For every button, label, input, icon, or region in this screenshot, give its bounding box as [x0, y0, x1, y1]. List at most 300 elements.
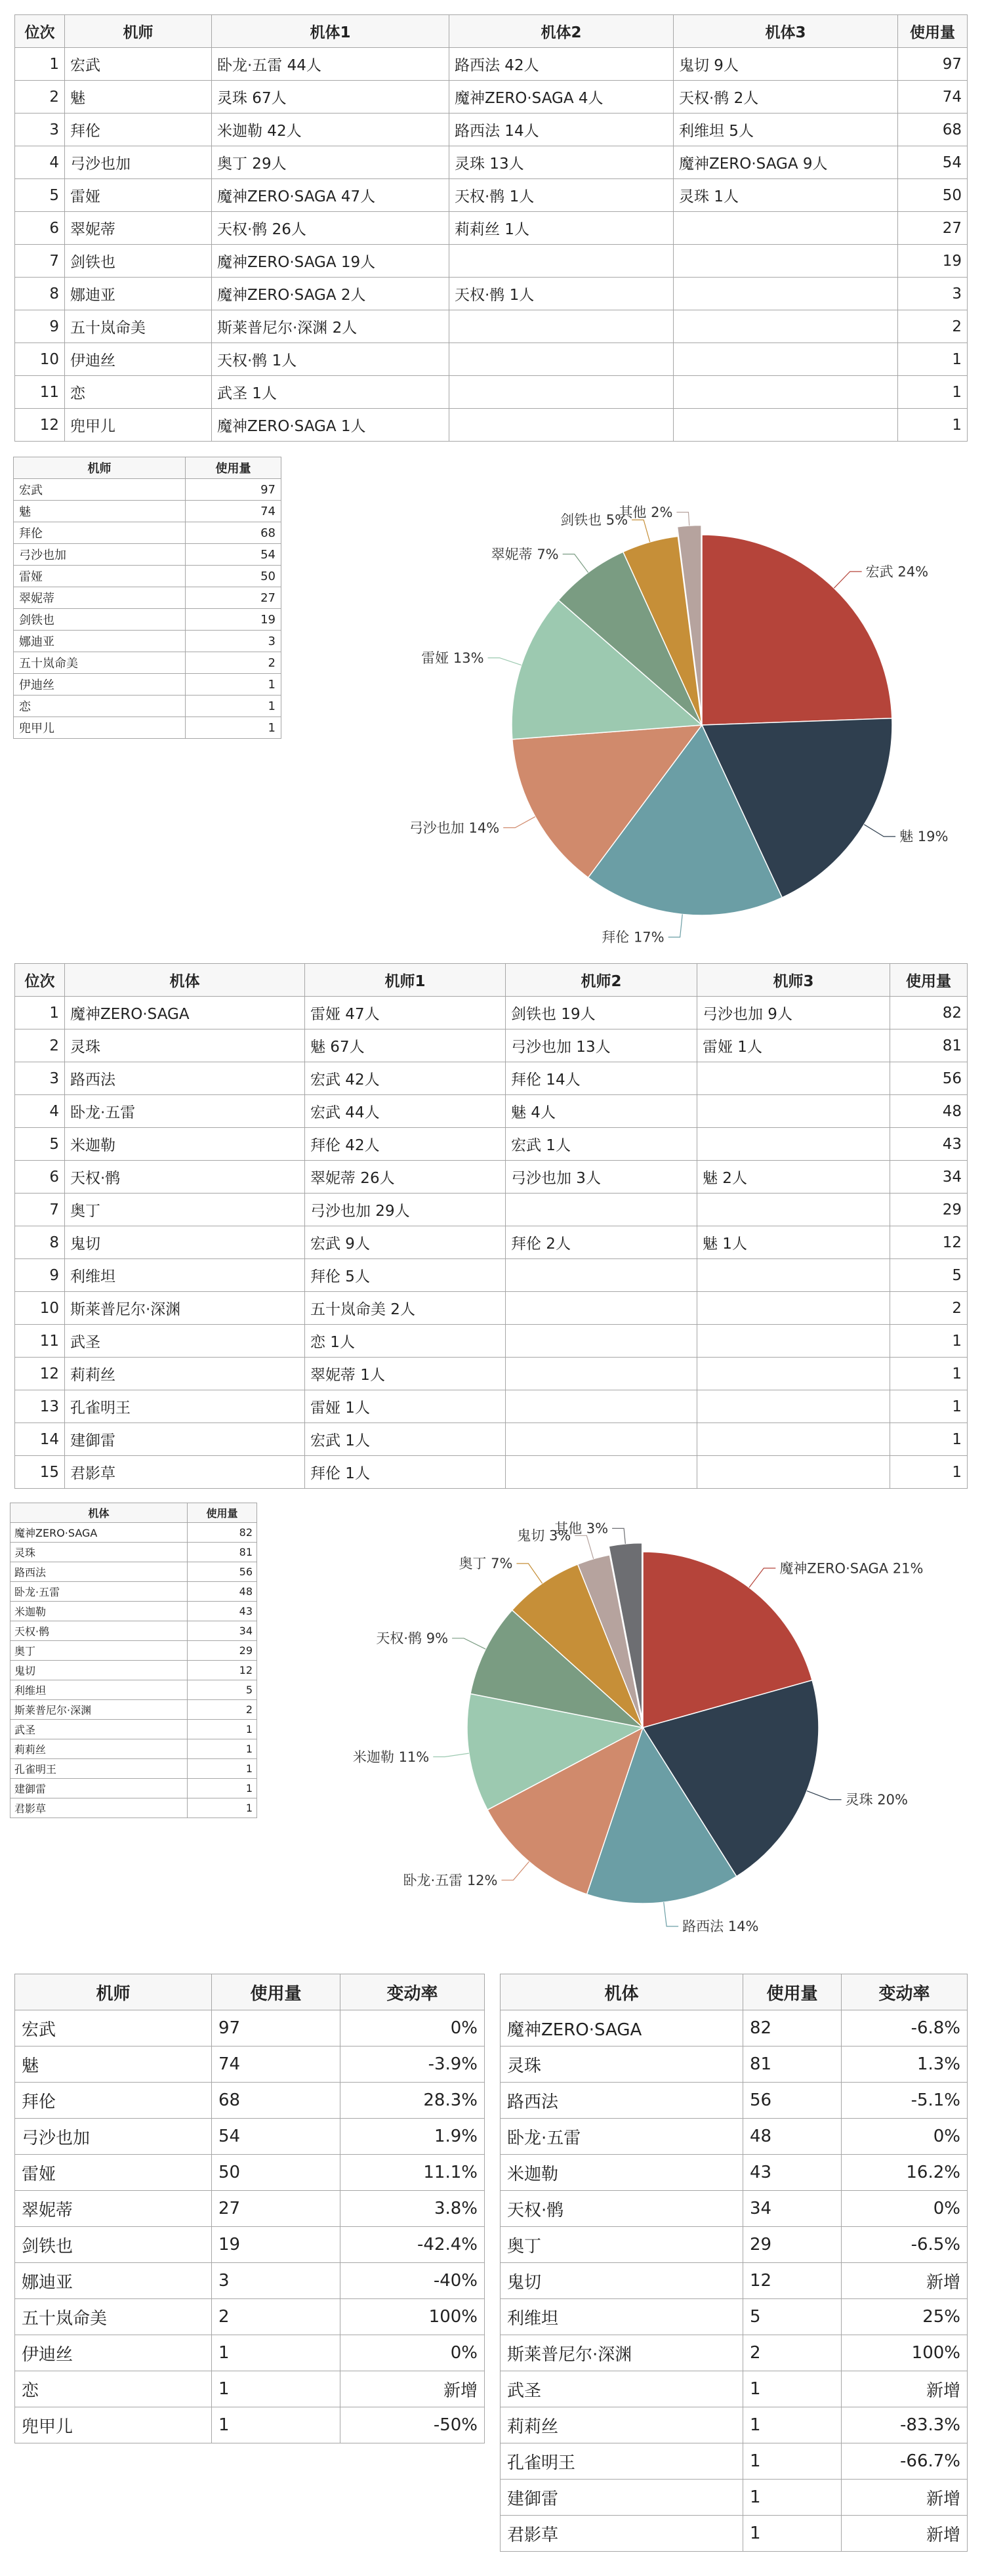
pie-leader-line — [834, 571, 861, 588]
mecha-usage-table — [14, 963, 968, 1489]
table-cell: 0% — [842, 2191, 968, 2227]
table-row — [14, 566, 281, 587]
table-cell: 兜甲儿 — [65, 409, 212, 442]
table-cell: 雷娅 — [15, 2155, 212, 2191]
table-cell: 雷娅 1人 — [305, 1390, 506, 1423]
table-cell: 路西法 — [65, 1062, 305, 1095]
table-row — [14, 631, 281, 652]
table-cell: 魅 2人 — [697, 1161, 890, 1194]
table-row — [501, 2407, 968, 2443]
table-row — [15, 1194, 968, 1226]
table-cell: 1 — [188, 1779, 257, 1798]
column-header: 变动率 — [842, 1974, 968, 2010]
table-cell: 魔神ZERO·SAGA 47人 — [212, 179, 449, 212]
table-cell: 97 — [186, 479, 281, 501]
table-cell: 剑铁也 — [14, 609, 186, 631]
table-cell: -6.5% — [842, 2227, 968, 2263]
pie-leader-line — [433, 1753, 469, 1756]
pie-slice-label: 米迦勒 11% — [352, 1749, 430, 1765]
table-cell: -83.3% — [842, 2407, 968, 2443]
table-cell: 1 — [743, 2480, 842, 2516]
table-cell: 43 — [890, 1128, 968, 1161]
table-cell: 弓沙也加 9人 — [697, 997, 890, 1029]
table-cell: 剑铁也 — [65, 245, 212, 278]
table-cell: 3 — [898, 278, 968, 310]
table-cell: 斯莱普尼尔·深渊 2人 — [212, 310, 449, 343]
pie-slice-label: 其他 2% — [619, 505, 673, 521]
column-header: 机体1 — [212, 15, 449, 48]
table-cell: 19 — [212, 2227, 340, 2263]
table-cell: 97 — [898, 48, 968, 81]
table-row — [15, 2010, 485, 2046]
table-cell: 雷娅 — [65, 179, 212, 212]
table-cell: 27 — [898, 212, 968, 245]
table-cell: -5.1% — [842, 2083, 968, 2119]
table-cell: 81 — [743, 2046, 842, 2083]
table-cell: 2 — [890, 1292, 968, 1325]
table-cell — [674, 343, 898, 376]
table-row — [10, 1582, 257, 1602]
pie-slice-label: 卧龙·五雷 12% — [403, 1872, 498, 1888]
table-cell: 1 — [890, 1423, 968, 1456]
table-cell: -40% — [340, 2263, 485, 2299]
table-cell: 剑铁也 — [15, 2227, 212, 2263]
column-header: 机体3 — [674, 15, 898, 48]
table-cell: 五十岚命美 — [14, 652, 186, 674]
table-cell: 娜迪亚 — [15, 2263, 212, 2299]
table-cell: 15 — [15, 1456, 65, 1489]
table-cell: 7 — [15, 1194, 65, 1226]
table-cell: 天权·鹘 — [10, 1621, 188, 1641]
table-row — [10, 1543, 257, 1562]
table-cell: 50 — [212, 2155, 340, 2191]
pie-leader-line — [676, 512, 689, 526]
pie-slice-label: 弓沙也加 14% — [409, 820, 500, 836]
pie-leader-line — [575, 1535, 593, 1559]
table-cell: 宏武 44人 — [305, 1095, 506, 1128]
pilot-change-rate-table — [14, 1974, 485, 2443]
table-cell: 宏武 1人 — [305, 1423, 506, 1456]
table-cell: 4 — [15, 146, 65, 179]
table-row — [15, 1029, 968, 1062]
table-cell — [506, 1292, 697, 1325]
table-row — [10, 1562, 257, 1582]
table-cell: 43 — [188, 1602, 257, 1621]
column-header: 机师 — [15, 1974, 212, 2010]
table-cell: 11 — [15, 1325, 65, 1358]
table-cell: 武圣 1人 — [212, 376, 449, 409]
table-cell: 翠妮蒂 1人 — [305, 1358, 506, 1390]
table-row — [14, 717, 281, 739]
table-row — [14, 652, 281, 674]
table-cell: 鬼切 9人 — [674, 48, 898, 81]
table-cell — [674, 245, 898, 278]
table-cell: 1 — [890, 1358, 968, 1390]
table-cell — [697, 1259, 890, 1292]
table-cell: 1 — [890, 1390, 968, 1423]
table-cell: 3 — [186, 631, 281, 652]
table-cell: 10 — [15, 343, 65, 376]
table-row — [15, 2191, 485, 2227]
table-cell: 2 — [188, 1700, 257, 1720]
table-cell: 鬼切 — [501, 2263, 743, 2299]
table-cell: 1 — [15, 48, 65, 81]
table-cell: 弓沙也加 13人 — [506, 1029, 697, 1062]
table-cell: 新增 — [842, 2480, 968, 2516]
table-cell: 29 — [188, 1641, 257, 1661]
table-row — [15, 2227, 485, 2263]
table-row — [15, 1390, 968, 1423]
table-row — [15, 376, 968, 409]
table-cell — [697, 1456, 890, 1489]
pie-slice-label: 剑铁也 5% — [560, 512, 628, 528]
table-cell: 25% — [842, 2299, 968, 2335]
table-cell: 奥丁 — [10, 1641, 188, 1661]
mecha-usage-pie-chart — [341, 1520, 984, 1936]
table-cell: 9 — [15, 1259, 65, 1292]
table-cell: 10 — [15, 1292, 65, 1325]
table-cell: 雷娅 1人 — [697, 1029, 890, 1062]
table-cell: 君影草 — [10, 1798, 188, 1818]
table-cell: 宏武 1人 — [506, 1128, 697, 1161]
table-row — [14, 587, 281, 609]
table-row — [15, 1128, 968, 1161]
mecha-summary-table — [10, 1503, 257, 1818]
table-cell — [506, 1358, 697, 1390]
table-cell: 莉莉丝 1人 — [449, 212, 674, 245]
pie-slice-label: 鬼切 3% — [517, 1527, 571, 1544]
table-cell: 天权·鹘 1人 — [449, 278, 674, 310]
table-row — [15, 1423, 968, 1456]
table-cell: 魔神ZERO·SAGA — [10, 1523, 188, 1543]
table-row — [14, 544, 281, 566]
table-cell: 建御雷 — [65, 1423, 305, 1456]
table-cell: 48 — [890, 1095, 968, 1128]
table-row — [15, 278, 968, 310]
table-cell — [449, 343, 674, 376]
table-cell: 米迦勒 — [65, 1128, 305, 1161]
table-cell: 奥丁 — [501, 2227, 743, 2263]
table-row — [15, 2335, 485, 2371]
pie-leader-line — [452, 1638, 485, 1650]
table-cell — [449, 376, 674, 409]
table-cell: 路西法 42人 — [449, 48, 674, 81]
table-row — [15, 2371, 485, 2407]
table-cell: 82 — [188, 1523, 257, 1543]
table-cell: 1 — [743, 2371, 842, 2407]
pie-slice-label: 魅 19% — [899, 829, 949, 845]
pie-slice-label: 其他 3% — [554, 1520, 609, 1537]
table-row — [15, 2299, 485, 2335]
column-header: 机体 — [501, 1974, 743, 2010]
table-row — [10, 1523, 257, 1543]
table-cell: 灵珠 67人 — [212, 81, 449, 114]
table-cell: 5 — [743, 2299, 842, 2335]
table-row — [10, 1779, 257, 1798]
table-cell: 天权·鹘 — [65, 1161, 305, 1194]
table-row — [15, 212, 968, 245]
column-header: 位次 — [15, 964, 65, 997]
table-cell: 莉莉丝 — [501, 2407, 743, 2443]
table-cell: 武圣 — [501, 2371, 743, 2407]
table-row — [14, 609, 281, 631]
table-cell: 12 — [188, 1661, 257, 1680]
table-cell: 97 — [212, 2010, 340, 2046]
table-cell: 卧龙·五雷 — [10, 1582, 188, 1602]
table-cell: 3.8% — [340, 2191, 485, 2227]
table-row — [10, 1680, 257, 1700]
table-cell: 路西法 — [10, 1562, 188, 1582]
table-cell: 恋 1人 — [305, 1325, 506, 1358]
table-cell: 43 — [743, 2155, 842, 2191]
table-cell: 弓沙也加 3人 — [506, 1161, 697, 1194]
table-cell: 82 — [743, 2010, 842, 2046]
table-cell: 宏武 — [65, 48, 212, 81]
table-cell: 27 — [186, 587, 281, 609]
table-row — [15, 245, 968, 278]
table-cell — [506, 1259, 697, 1292]
table-cell: 奥丁 29人 — [212, 146, 449, 179]
table-cell: 3 — [212, 2263, 340, 2299]
table-cell: 82 — [890, 997, 968, 1029]
table-cell: 斯莱普尼尔·深渊 — [10, 1700, 188, 1720]
table-cell: 翠妮蒂 — [14, 587, 186, 609]
table-cell — [697, 1292, 890, 1325]
pie-leader-line — [749, 1568, 775, 1587]
table-cell: 拜伦 — [14, 522, 186, 544]
table-cell: 1 — [15, 997, 65, 1029]
table-row — [15, 1062, 968, 1095]
table-cell: 12 — [15, 1358, 65, 1390]
pie-leader-line — [668, 914, 683, 937]
table-cell — [506, 1456, 697, 1489]
table-cell: 1 — [188, 1739, 257, 1759]
table-cell: 1 — [186, 717, 281, 739]
pie-leader-line — [632, 520, 650, 542]
table-cell: 魅 1人 — [697, 1226, 890, 1259]
table-cell: 56 — [188, 1562, 257, 1582]
table-row — [14, 501, 281, 522]
table-cell: 娜迪亚 — [65, 278, 212, 310]
table-cell — [697, 1390, 890, 1423]
table-cell: 16.2% — [842, 2155, 968, 2191]
table-row — [15, 114, 968, 146]
table-cell: 天权·鹘 26人 — [212, 212, 449, 245]
table-cell: 8 — [15, 1226, 65, 1259]
table-cell — [674, 278, 898, 310]
table-cell: 1 — [186, 696, 281, 717]
table-row — [10, 1700, 257, 1720]
table-cell: 19 — [898, 245, 968, 278]
table-cell: 路西法 — [501, 2083, 743, 2119]
table-cell: 建御雷 — [10, 1779, 188, 1798]
table-cell: 雷娅 47人 — [305, 997, 506, 1029]
table-cell: 14 — [15, 1423, 65, 1456]
pie-leader-line — [503, 817, 535, 828]
table-cell: 1 — [212, 2335, 340, 2371]
table-cell: 74 — [186, 501, 281, 522]
column-header: 机师 — [14, 457, 186, 479]
table-row — [15, 2155, 485, 2191]
table-cell: 米迦勒 42人 — [212, 114, 449, 146]
table-row — [10, 1720, 257, 1739]
table-cell: 伊迪丝 — [15, 2335, 212, 2371]
table-cell: 29 — [890, 1194, 968, 1226]
table-row — [501, 2443, 968, 2480]
table-row — [15, 2407, 485, 2443]
table-cell — [449, 245, 674, 278]
table-cell — [674, 376, 898, 409]
pie-leader-line — [807, 1791, 842, 1799]
table-row — [501, 2155, 968, 2191]
table-row — [15, 146, 968, 179]
table-cell: 2 — [15, 81, 65, 114]
table-cell — [506, 1194, 697, 1226]
table-cell: 弓沙也加 — [15, 2119, 212, 2155]
pie-leader-line — [502, 1861, 529, 1880]
table-cell: 新增 — [842, 2516, 968, 2552]
table-cell: 孔雀明王 — [65, 1390, 305, 1423]
table-cell: 宏武 — [14, 479, 186, 501]
column-header: 变动率 — [340, 1974, 485, 2010]
column-header: 使用量 — [212, 1974, 340, 2010]
table-row — [15, 1095, 968, 1128]
table-row — [15, 2263, 485, 2299]
table-cell: 1 — [212, 2407, 340, 2443]
table-cell: 新增 — [842, 2371, 968, 2407]
table-cell: 天权·鹘 1人 — [449, 179, 674, 212]
table-row — [10, 1759, 257, 1779]
table-row — [501, 2335, 968, 2371]
table-cell: 48 — [743, 2119, 842, 2155]
table-cell: 50 — [186, 566, 281, 587]
table-row — [15, 1259, 968, 1292]
table-cell: 81 — [188, 1543, 257, 1562]
pie-slice-label: 灵珠 20% — [845, 1792, 908, 1808]
table-cell: -42.4% — [340, 2227, 485, 2263]
table-cell: 恋 — [65, 376, 212, 409]
column-header: 机师 — [65, 15, 212, 48]
table-cell: 弓沙也加 29人 — [305, 1194, 506, 1226]
table-cell: -66.7% — [842, 2443, 968, 2480]
table-cell: 剑铁也 19人 — [506, 997, 697, 1029]
table-cell: 50 — [898, 179, 968, 212]
table-cell: 27 — [212, 2191, 340, 2227]
table-cell: 新增 — [842, 2263, 968, 2299]
table-cell: 灵珠 — [65, 1029, 305, 1062]
pie-slice-label: 奥丁 7% — [459, 1556, 513, 1572]
table-row — [501, 2480, 968, 2516]
table-row — [501, 2299, 968, 2335]
table-cell: 6 — [15, 212, 65, 245]
column-header: 机体 — [65, 964, 305, 997]
table-cell: 拜伦 5人 — [305, 1259, 506, 1292]
table-cell: 天权·鹘 1人 — [212, 343, 449, 376]
table-cell: 2 — [212, 2299, 340, 2335]
table-cell: 1 — [186, 674, 281, 696]
table-cell — [697, 1128, 890, 1161]
table-cell: 利维坦 — [501, 2299, 743, 2335]
table-cell: 雷娅 — [14, 566, 186, 587]
table-cell: 8 — [15, 278, 65, 310]
table-row — [501, 2516, 968, 2552]
table-cell: 孔雀明王 — [10, 1759, 188, 1779]
table-cell: 弓沙也加 — [14, 544, 186, 566]
table-cell: 54 — [186, 544, 281, 566]
table-row — [14, 479, 281, 501]
pie-slice-label: 雷娅 13% — [421, 650, 484, 666]
table-cell: 魅 — [65, 81, 212, 114]
table-row — [10, 1798, 257, 1818]
column-header: 使用量 — [188, 1503, 257, 1523]
table-cell: 1 — [890, 1456, 968, 1489]
table-cell — [697, 1423, 890, 1456]
table-cell — [697, 1194, 890, 1226]
table-row — [15, 310, 968, 343]
table-cell: 1.9% — [340, 2119, 485, 2155]
table-cell: 利维坦 — [65, 1259, 305, 1292]
pie-leader-line — [864, 825, 895, 837]
table-cell: 拜伦 42人 — [305, 1128, 506, 1161]
table-cell: 9 — [15, 310, 65, 343]
table-cell — [697, 1325, 890, 1358]
table-row — [10, 1739, 257, 1759]
table-cell — [506, 1390, 697, 1423]
table-cell — [697, 1095, 890, 1128]
table-cell: 孔雀明王 — [501, 2443, 743, 2480]
table-row — [15, 2119, 485, 2155]
table-cell: 兜甲儿 — [14, 717, 186, 739]
table-cell: 34 — [188, 1621, 257, 1641]
table-row — [10, 1641, 257, 1661]
table-cell: 弓沙也加 — [65, 146, 212, 179]
table-cell: 娜迪亚 — [14, 631, 186, 652]
table-cell: 68 — [898, 114, 968, 146]
table-cell: 11 — [15, 376, 65, 409]
pie-slice-label: 魔神ZERO·SAGA 21% — [779, 1560, 924, 1577]
table-cell: 翠妮蒂 26人 — [305, 1161, 506, 1194]
column-header: 使用量 — [743, 1974, 842, 2010]
table-cell: 1 — [898, 409, 968, 442]
column-header: 位次 — [15, 15, 65, 48]
table-cell: 灵珠 1人 — [674, 179, 898, 212]
table-cell: 拜伦 14人 — [506, 1062, 697, 1095]
pie-slice-label: 天权·鹘 9% — [376, 1631, 449, 1647]
table-cell: 74 — [898, 81, 968, 114]
table-row — [15, 1226, 968, 1259]
table-cell: 恋 — [15, 2371, 212, 2407]
table-cell: 5 — [890, 1259, 968, 1292]
pie-slice-label: 路西法 14% — [682, 1919, 759, 1935]
table-cell: 卧龙·五雷 44人 — [212, 48, 449, 81]
table-cell: 利维坦 5人 — [674, 114, 898, 146]
table-cell: 56 — [743, 2083, 842, 2119]
table-cell: 1 — [890, 1325, 968, 1358]
table-cell: 1 — [898, 376, 968, 409]
table-cell: 翠妮蒂 — [65, 212, 212, 245]
table-cell: 魅 — [14, 501, 186, 522]
table-cell: 100% — [340, 2299, 485, 2335]
table-cell — [506, 1325, 697, 1358]
table-cell: 灵珠 — [501, 2046, 743, 2083]
table-cell: 魅 67人 — [305, 1029, 506, 1062]
table-cell: 54 — [212, 2119, 340, 2155]
table-cell: 28.3% — [340, 2083, 485, 2119]
table-cell: 拜伦 — [15, 2083, 212, 2119]
table-cell: 48 — [188, 1582, 257, 1602]
table-cell: 0% — [340, 2335, 485, 2371]
table-cell: 19 — [186, 609, 281, 631]
